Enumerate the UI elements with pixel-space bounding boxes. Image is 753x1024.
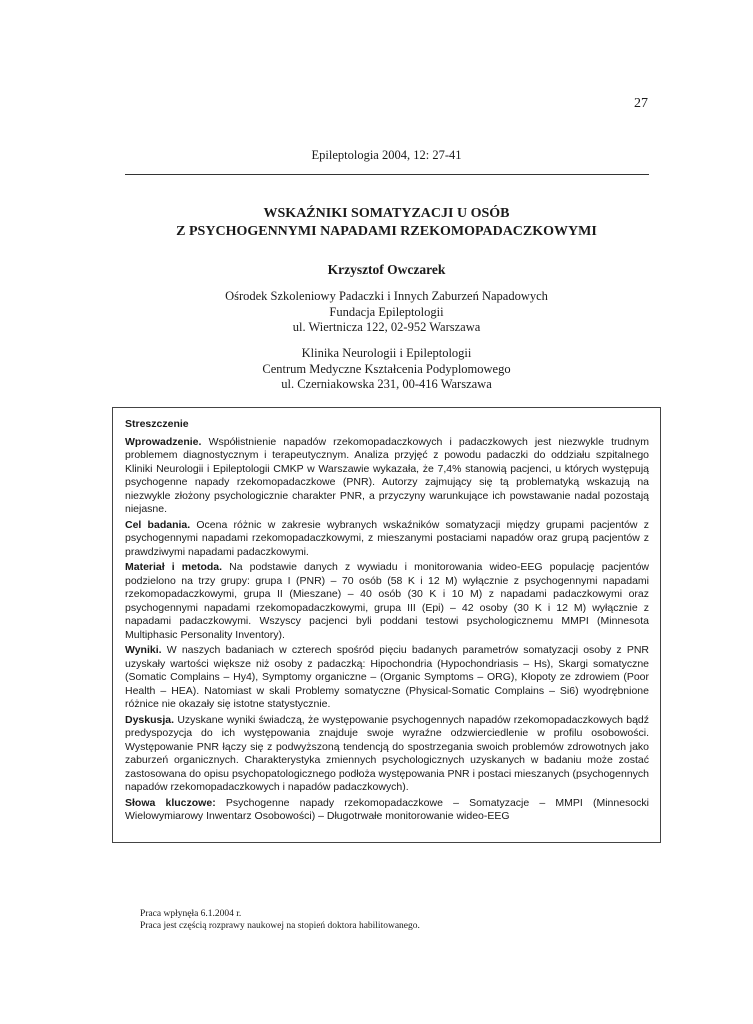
page-number: 27 bbox=[634, 96, 648, 111]
affiliation-1-line: Fundacja Epileptologii bbox=[329, 304, 444, 319]
section-text: Na podstawie danych z wywiadu i monitorowania wideo-EEG populację pacjentów podzielono na trzy grupy: grupa I (PNR) – 70 osób (58 K i 12 M) wyłącznie z psychogennymi napadami rzekomopadaczkowymi, grupa II (Mieszane) – 40 osób (30 K i 10 M) z napadami padaczkowymi oraz psychogennymi napadami rzekomopadaczkowymi, grupa III (Epi) – 42 osoby (30 K i 12 M) wyłącznie z napadami padaczkowymi. Wszyscy pacjenci byli poddani testowi psychologicznemu MMPI (Minnesota Multiphasic Personality Inventory). bbox=[125, 561, 649, 641]
author-name: Krzysztof Owczarek bbox=[327, 262, 446, 277]
abstract-keywords bbox=[125, 797, 649, 824]
abstract-methods bbox=[125, 561, 649, 642]
affiliation-1-line: ul. Wiertnicza 122, 02-952 Warszawa bbox=[292, 320, 481, 334]
affiliation-2-line: ul. Czerniakowska 231, 00-416 Warszawa bbox=[281, 377, 492, 391]
section-text: Ocena różnic w zakresie wybranych wskaźników somatyzacji między grupami pacjentów z psychogennymi napadami rzekomopadaczkowymi, z mieszanymi postaciami napadów oraz grupą pacjentów z prawdziwymi napadami padaczkowymi. bbox=[125, 518, 649, 558]
abstract-discussion bbox=[125, 714, 649, 795]
section-label: Słowa kluczowe: bbox=[125, 796, 216, 809]
affiliation-1 bbox=[100, 289, 673, 336]
affiliation-1-line: Ośrodek Szkoleniowy Padaczki i Innych Zaburzeń Napadowych bbox=[225, 289, 548, 303]
article-title bbox=[100, 205, 673, 241]
affiliation-2-line: Klinika Neurologii i Epileptologii bbox=[301, 346, 472, 360]
abstract-introduction bbox=[125, 436, 649, 517]
footnote-line: Praca jest częścią rozprawy naukowej na stopień doktora habilitowanego. bbox=[140, 921, 420, 931]
title-line-2: Z PSYCHOGENNYMI NAPADAMI RZEKOMOPADACZKOWYMI bbox=[176, 224, 597, 239]
section-text: Uzyskane wyniki świadczą, że występowanie psychogennych napadów rzekomopadaczkowych bądź predyspozycja do ich występowania znajduje swoje wyraźne odzwierciedlenie w profilu osobowości. Występowanie PNR łączy się z podwyższoną tendencją do spostrzegania swoich problemów zdrowotnych jako zaburzeń organicznych. Charakterystyka zmiennych psychologicznych uzyskanych w badaniu może zostać zastosowana do opisu psychopatologicznego podłoża występowania PNR i postaci mieszanych (psychogennych napadów rzekomopadaczkowych i napadów padaczkowych). bbox=[125, 713, 649, 793]
title-line-1: WSKAŹNIKI SOMATYZACJI U OSÓB bbox=[263, 206, 510, 221]
section-label: Materiał i metoda. bbox=[125, 561, 223, 573]
section-text: Psychogenne napady rzekomopadaczkowe – Somatyzacje – MMPI (Minnesocki Wielowymiarowy Inwentarz Osobowości) – Długotrwałe monitorowanie wideo-EEG bbox=[125, 796, 649, 822]
header-rule bbox=[125, 174, 649, 175]
section-label: Dyskusja. bbox=[125, 713, 175, 726]
section-text: W naszych badaniach w czterech spośród pięciu badanych parametrów somatyzacji osoby z PNR uzyskały wartości większe niż osoby z padaczką: Hipochondria (Hypochondriasis – Hs), Skargi somatyczne (Somatic Complains – Hy4), Symptomy organiczne – (Organic Symptoms – ORG), Kłopoty ze zdrowiem (Poor Health – HEA). Natomiast w skali Problemy somatyczne (Physical-Somatic Complains – Si6) wyodrębnione różnice nie okazały się istotne statystycznie. bbox=[125, 644, 649, 710]
abstract-heading: Streszczenie bbox=[125, 418, 189, 430]
journal-reference: Epileptologia 2004, 12: 27-41 bbox=[311, 148, 462, 162]
section-label: Cel badania. bbox=[125, 518, 191, 531]
footnote bbox=[140, 908, 420, 932]
section-label: Wyniki. bbox=[125, 644, 162, 656]
abstract-box bbox=[112, 407, 661, 843]
abstract-results bbox=[125, 644, 649, 712]
affiliation-2-line: Centrum Medyczne Kształcenia Podyplomowego bbox=[262, 361, 511, 376]
footnote-line: Praca wpłynęła 6.1.2004 r. bbox=[140, 909, 242, 919]
abstract-aim bbox=[125, 519, 649, 560]
affiliation-2 bbox=[100, 346, 673, 393]
section-text: Współistnienie napadów rzekomopadaczkowych i padaczkowych jest niezwykle trudnym problemem diagnostycznym i terapeutycznym. Analiza przyjęć z powodu padaczki do oddziału szpitalnego Kliniki Neurologii i Epileptologii CMKP w Warszawie wykazała, że 7,4% stanowią pacjenci, u których występują psychogenne napady rzekomopadaczkowe (PNR). Autorzy zajmujący się tą problematyką wskazują na niezwykle złożony psychologicznie charakter PNR, a przyczyny warunkujące ich powstawanie nadal pozostają niejasne. bbox=[125, 435, 649, 515]
section-label: Wprowadzenie. bbox=[125, 435, 202, 448]
